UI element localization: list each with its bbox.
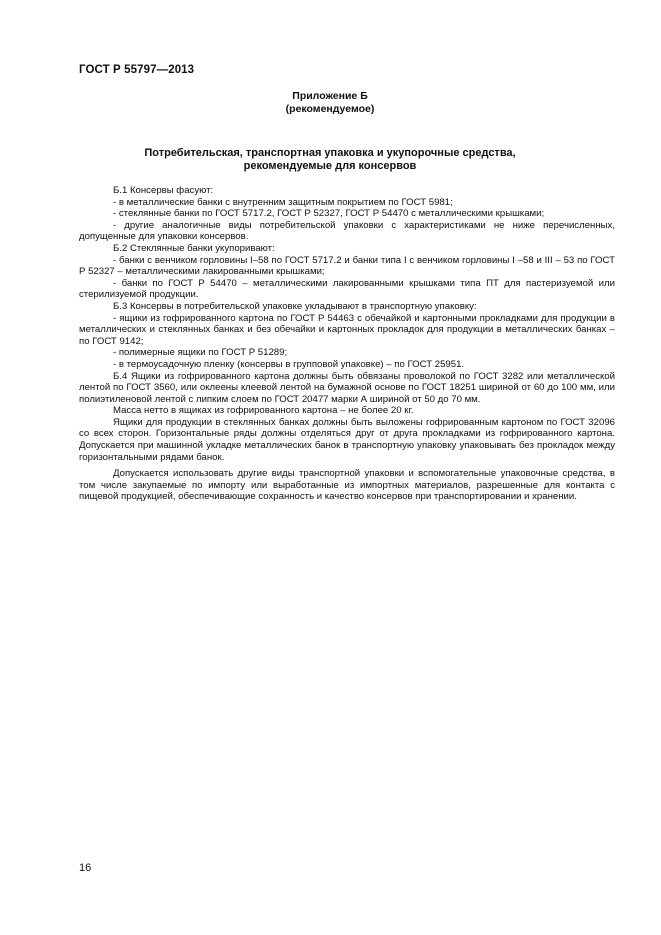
section-title-line-2: рекомендуемые для консервов xyxy=(243,159,417,172)
paragraph-b4: Б.4 Ящики из гофрированного картона должны быть обвязаны проволокой по ГОСТ 3282 или металлической лентой по ГОСТ 3560, или оклеены клеевой лентой на бумажной основе по ГОСТ 18251 шириной от 60 до 100 мм, или полиэтиленовой лентой с липким слоем по ГОСТ 20477 марки А шириной от 50 до 70 мм. xyxy=(79,370,615,405)
appendix-heading xyxy=(79,90,581,115)
paragraph-b2-heading: Б.2 Стеклянные банки укупоривают: xyxy=(113,242,275,254)
paragraph-net-mass: Масса нетто в ящиках из гофрированного картона – не более 20 кг. xyxy=(113,405,414,417)
section-title-line-1: Потребительская, транспортная упаковка и укупорочные средства, xyxy=(144,147,516,159)
section-title xyxy=(79,147,581,172)
paragraph-b1-heading: Б.1 Консервы фасуют: xyxy=(113,185,214,196)
list-item: - в металлические банки с внутренним защитным покрытием по ГОСТ 5981; xyxy=(113,196,453,208)
body-text xyxy=(79,185,615,503)
list-item: - банки по ГОСТ Р 54470 – металлическими лакированными крышками типа ПТ для пастеризуемой или стерилизуемой продукции. xyxy=(79,277,615,301)
paragraph-other-packaging: Допускается использовать другие виды транспортной упаковки и вспомогательные упаковочные средства, в том числе закупаемые по импорту или выработанные из импортных материалов, разрешенные для контакта с пищевой продукцией, обеспечивающие сохранность и качество консервов при транспортировании и хранении. xyxy=(79,468,615,503)
list-item: - стеклянные банки по ГОСТ 5717.2, ГОСТ Р 52327, ГОСТ Р 54470 с металлическими крышками; xyxy=(113,208,545,220)
list-item: - ящики из гофрированного картона по ГОСТ Р 54463 с обечайкой и картонными прокладками для продукции в металлических и стеклянных банках и без обечайки и картонных прокладок для продукции в металлических банках – по ГОСТ 9142; xyxy=(79,312,615,347)
paragraph-b3-heading: Б.3 Консервы в потребительской упаковке укладывают в транспортную упаковку: xyxy=(113,300,477,312)
paragraph-glass-jar-boxes: Ящики для продукции в стеклянных банках должны быть выложены гофрированным картоном по ГОСТ 32096 со всех сторон. Горизонтальные ряды должны отделяться друг от друга прокладками из гофрированного картона. Допускается при машинной укладке металлических банок в транспортную упаковку упаковывать без прокладок между горизонтальными рядами банок. xyxy=(79,416,615,463)
page-number: 16 xyxy=(79,862,92,874)
list-item: - банки с венчиком горловины I–58 по ГОСТ 5717.2 и банки типа I с венчиком горловины I –58 и III – 53 по ГОСТ Р 52327 – металлическими лакированными крышками; xyxy=(79,254,615,278)
appendix-title: Приложение Б xyxy=(292,90,368,102)
document-code: ГОСТ Р 55797—2013 xyxy=(79,64,195,76)
list-item: - полимерные ящики по ГОСТ Р 51289; xyxy=(113,347,288,359)
list-item: - другие аналогичные виды потребительской упаковки с характеристиками не ниже перечисленных, допущенные для упаковки консервов. xyxy=(79,219,615,243)
list-item: - в термоусадочную пленку (консервы в групповой упаковке) – по ГОСТ 25951. xyxy=(113,358,465,370)
appendix-status: (рекомендуемое) xyxy=(285,102,375,115)
